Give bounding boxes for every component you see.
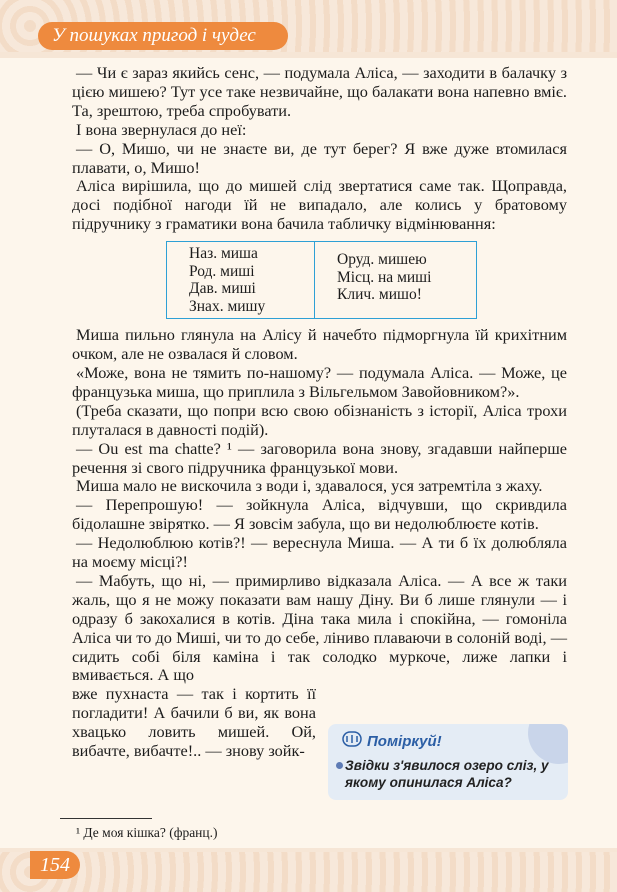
paragraph: — Ou est ma chatte? ¹ — заговорила вона знову, згадавши найперше речення зі свого підручника французької мови. bbox=[72, 438, 567, 477]
think-box-question-text: Звідки з'явилося озеро сліз, у якому опинилася Аліса? bbox=[345, 758, 549, 790]
think-box bbox=[328, 724, 568, 800]
case-entry: Дав. миші bbox=[189, 280, 256, 298]
case-entry: Оруд. мишею bbox=[337, 251, 427, 269]
page-number: 154 bbox=[30, 851, 80, 879]
declension-column-left bbox=[167, 242, 315, 318]
bullet-icon bbox=[336, 762, 343, 769]
paragraph: Аліса вирішила, що до мишей слід звертатися саме так. Щоправда, досі подібної нагоди їй не випадало, але колись у братовому підручнику з граматики вона бачила табличку відмінювання: bbox=[72, 176, 567, 234]
paragraph: — Недолюблюю котів?! — вереснула Миша. — А ти б їх долюбляла на моєму місці?! bbox=[72, 533, 567, 572]
chapter-header: У пошуках пригод і чудес bbox=[38, 22, 288, 50]
paragraph: Миша пильно глянула на Алісу й начебто підморгнула їй крихітним очком, але не озвалася й словом. bbox=[72, 325, 567, 364]
paragraph: — Мабуть, що ні, — примирливо відказала Аліса. — А все ж таки жаль, що я не можу показати вам нашу Діну. Ви б лише глянули — і одразу б закохалися в котів. Діна така мила і спокійна, — гомоніла Аліса чи то до Миші, чи то до себе, ліниво плаваючи в солоній воді, — сидить собі біля каміна і так солодко муркоче, лиже лапки і вмивається. А що bbox=[72, 570, 567, 685]
paragraph: І вона звернулася до неї: bbox=[76, 119, 247, 139]
declension-column-right bbox=[315, 242, 441, 318]
decorative-bottom-band bbox=[0, 852, 617, 892]
case-entry: Клич. мишо! bbox=[337, 286, 422, 304]
case-entry: Місц. на миші bbox=[337, 268, 432, 286]
paragraph: Миша мало не вискочила з води і, здавалося, уся затремтіла з жаху. bbox=[76, 476, 543, 496]
paragraph: «Може, вона не тямить по-нашому? — подумала Аліса. — Може, це французька миша, що приплила з Вільгельмом Завойовником?». bbox=[72, 362, 567, 401]
paragraph: (Треба сказати, що попри всю свою обізнаність з історії, Аліса трохи плуталася в давності подій). bbox=[72, 400, 567, 439]
think-box-title-text: Поміркуй! bbox=[367, 732, 442, 750]
case-entry: Наз. миша bbox=[189, 245, 258, 263]
paragraph: — Чи є зараз якийсь сенс, — подумала Аліса, — заходити в балачку з цією мишею? Тут усе таке незвичайне, що балакати вона напевно вміє. Та, зрештою, треба спробувати. bbox=[72, 63, 567, 120]
paragraph-continued: вже пухнаста — так і кортить її погладити! А бачили б ви, як вона хвацько ловить мишей. Ой, вибачте, вибачте!.. — знову зойк- bbox=[72, 684, 316, 761]
main-text bbox=[72, 64, 567, 761]
book-icon bbox=[342, 731, 367, 751]
case-entry: Род. миші bbox=[189, 262, 255, 280]
think-box-question bbox=[336, 757, 564, 791]
footnote-divider bbox=[60, 818, 152, 819]
think-box-title bbox=[342, 731, 442, 751]
case-entry: Знах. мишу bbox=[189, 297, 266, 315]
declension-table bbox=[166, 241, 477, 319]
footnote: ¹ Де моя кішка? (франц.) bbox=[76, 825, 218, 840]
paragraph: — Перепрошую! — зойкнула Аліса, відчувши, що скривдила бідолашне звірятко. — Я зовсім забула, що ви недолюблюєте котів. bbox=[72, 495, 567, 534]
paragraph: — О, Мишо, чи не знаєте ви, де тут берег? Я вже дуже втомилася плавати, о, Мишо! bbox=[72, 138, 567, 177]
